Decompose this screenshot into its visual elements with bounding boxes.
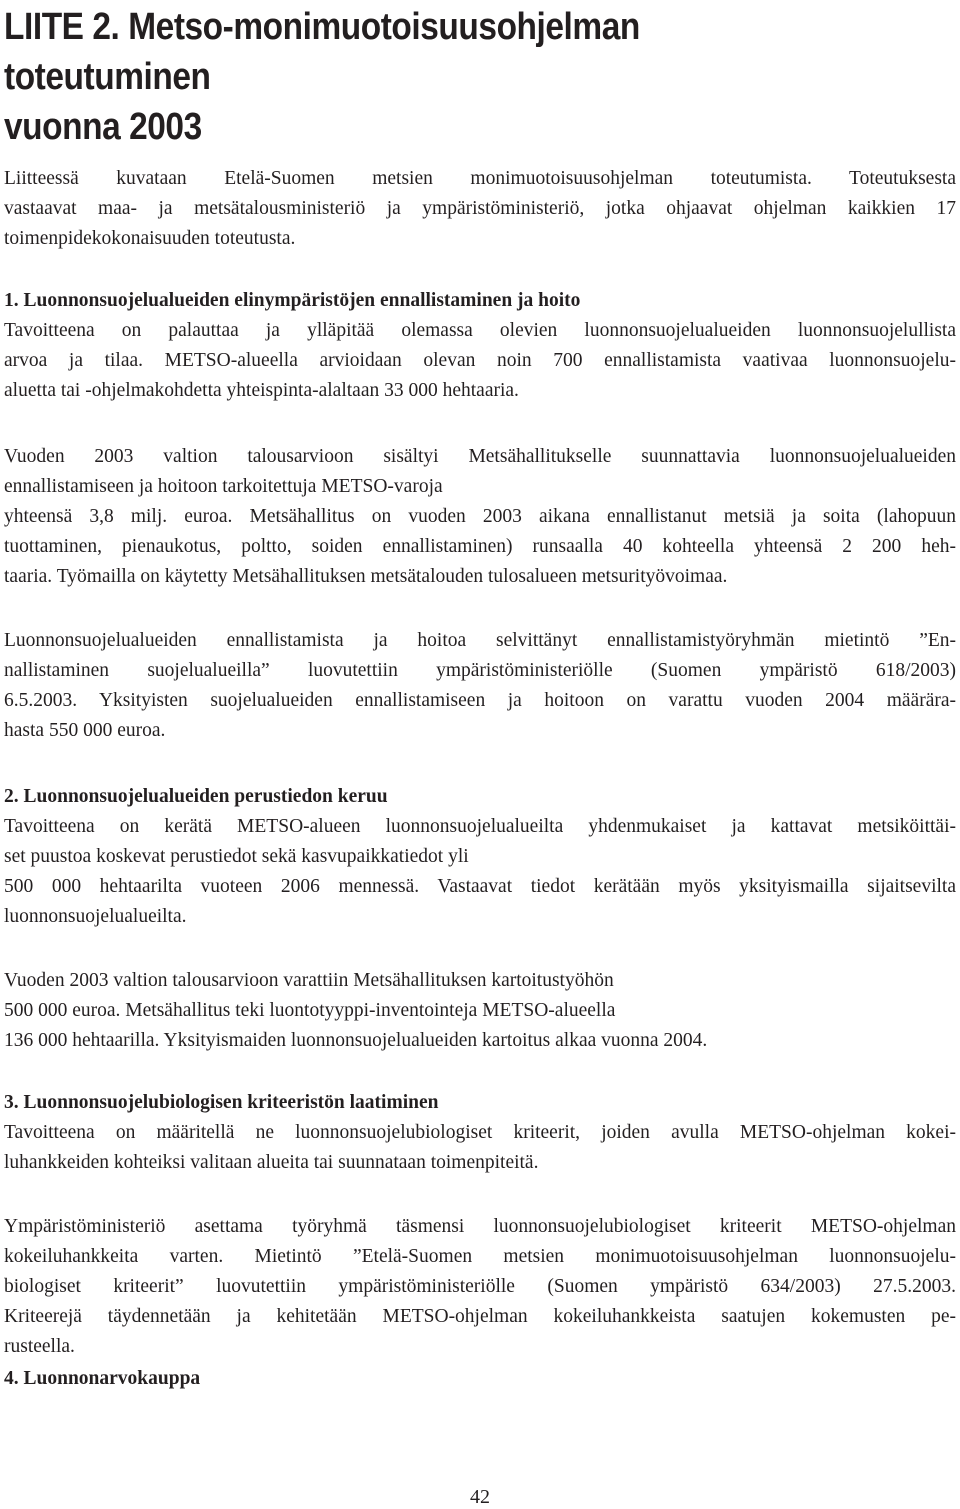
section-2 [4, 782, 956, 932]
text-line: arvoa ja tilaa. METSO-alueella arvioidaan olevan noin 700 ennallistamista vaativaa luonnonsuojelu- [4, 350, 956, 371]
text-line: Vuoden 2003 valtion talousarvioon sisältyi Metsähallitukselle suunnattavia luonnonsuojelualueiden [4, 446, 956, 467]
text-line: rusteella. [4, 1336, 75, 1357]
text-line: hasta 550 000 euroa. [4, 720, 166, 741]
section-2-heading: 2. Luonnonsuojelualueiden perustiedon keruu [4, 786, 388, 807]
text-line: nallistaminen suojelualueilla” luovutettiin ympäristöministeriölle (Suomen ympäristö 618/2003) [4, 660, 956, 681]
text-line: Ympäristöministeriö asettama työryhmä täsmensi luonnonsuojelubiologiset kriteerit METSO-ohjelman [4, 1216, 956, 1237]
text-line: Tavoitteena on kerätä METSO-alueen luonnonsuojelualueilta yhdenmukaiset ja kattavat metsiköittäi- [4, 816, 956, 837]
text-line: Liitteessä kuvataan Etelä-Suomen metsien monimuotoisuusohjelman toteutumista. Toteutuksesta [4, 168, 956, 189]
page-title-line-2: vuonna 2003 [4, 106, 202, 148]
intro-paragraph [4, 164, 956, 254]
text-line: 6.5.2003. Yksityisten suojelualueiden ennallistamiseen ja hoitoon on varattu vuoden 2004 määrära- [4, 690, 956, 711]
page-title [4, 2, 842, 152]
text-line: biologiset kriteerit” luovutettiin ympäristöministeriölle (Suomen ympäristö 634/2003) 27.5.2003. [4, 1276, 956, 1297]
text-line: Luonnonsuojelualueiden ennallistamista ja hoitoa selvittänyt ennallistamistyöryhmän mietintö ”En- [4, 630, 956, 651]
section-1-paragraph-2 [4, 442, 956, 592]
text-line: 500 000 hehtaarilta vuoteen 2006 mennessä. Vastaavat tiedot kerätään myös yksityismailla sijaitsevilta [4, 876, 956, 897]
section-1-paragraph-3 [4, 626, 956, 746]
page-title-line-1: LIITE 2. Metso-monimuotoisuusohjelman toteutuminen [4, 6, 640, 98]
text-line: set puustoa koskevat perustiedot sekä kasvupaikkatiedot yli [4, 846, 469, 867]
text-line: Tavoitteena on palauttaa ja ylläpitää olemassa olevien luonnonsuojelualueiden luonnonsuojelullista [4, 320, 956, 341]
text-line: 500 000 euroa. Metsähallitus teki luontotyyppi-inventointeja METSO-alueella [4, 1000, 616, 1021]
text-line: Tavoitteena on määritellä ne luonnonsuojelubiologiset kriteerit, joiden avulla METSO-ohjelman kokei- [4, 1122, 956, 1143]
section-3-heading: 3. Luonnonsuojelubiologisen kriteeristön laatiminen [4, 1092, 439, 1113]
text-line: Vuoden 2003 valtion talousarvioon varattiin Metsähallituksen kartoitustyöhön [4, 970, 614, 991]
text-line: toimenpidekokonaisuuden toteutusta. [4, 228, 296, 249]
text-line: kokeiluhankkeita varten. Mietintö ”Etelä-Suomen metsien monimuotoisuusohjelman luonnonsuojelu- [4, 1246, 956, 1267]
text-line: luonnonsuojelualueilta. [4, 906, 187, 927]
text-line: Kriteerejä täydennetään ja kehitetään METSO-ohjelman kokeiluhankkeista saatujen kokemusten pe- [4, 1306, 956, 1327]
text-line: yhteensä 3,8 milj. euroa. Metsähallitus on vuoden 2003 aikana ennallistanut metsiä ja soita (lahopuun [4, 506, 956, 527]
text-line: tuottaminen, pienaukotus, poltto, soiden ennallistaminen) runsaalla 40 kohteella yhteensä 2 200 heh- [4, 536, 956, 557]
section-2-paragraph-2 [4, 966, 956, 1056]
text-line: 136 000 hehtaarilla. Yksityismaiden luonnonsuojelualueiden kartoitus alkaa vuonna 2004. [4, 1030, 708, 1051]
page-number: 42 [470, 1486, 490, 1508]
text-line: ennallistamiseen ja hoitoon tarkoitettuja METSO-varoja [4, 476, 443, 497]
section-3-paragraph-2 [4, 1212, 956, 1362]
text-line: luhankkeiden kohteiksi valitaan alueita tai suunnataan toimenpiteitä. [4, 1152, 539, 1173]
text-line: taaria. Työmailla on käytetty Metsähallituksen metsätalouden tulosalueen metsurityövoimaa. [4, 566, 728, 587]
section-3 [4, 1088, 956, 1178]
section-1-heading: 1. Luonnonsuojelualueiden elinympäristöjen ennallistaminen ja hoito [4, 290, 581, 311]
text-line: vastaavat maa- ja metsätalousministeriö ja ympäristöministeriö, jotka ohjaavat ohjelman kaikkien 17 [4, 198, 956, 219]
section-4-heading: 4. Luonnonarvokauppa [4, 1368, 201, 1389]
section-4 [4, 1364, 956, 1394]
section-1 [4, 286, 956, 406]
text-line: aluetta tai -ohjelmakohdetta yhteispinta-alaltaan 33 000 hehtaaria. [4, 380, 519, 401]
